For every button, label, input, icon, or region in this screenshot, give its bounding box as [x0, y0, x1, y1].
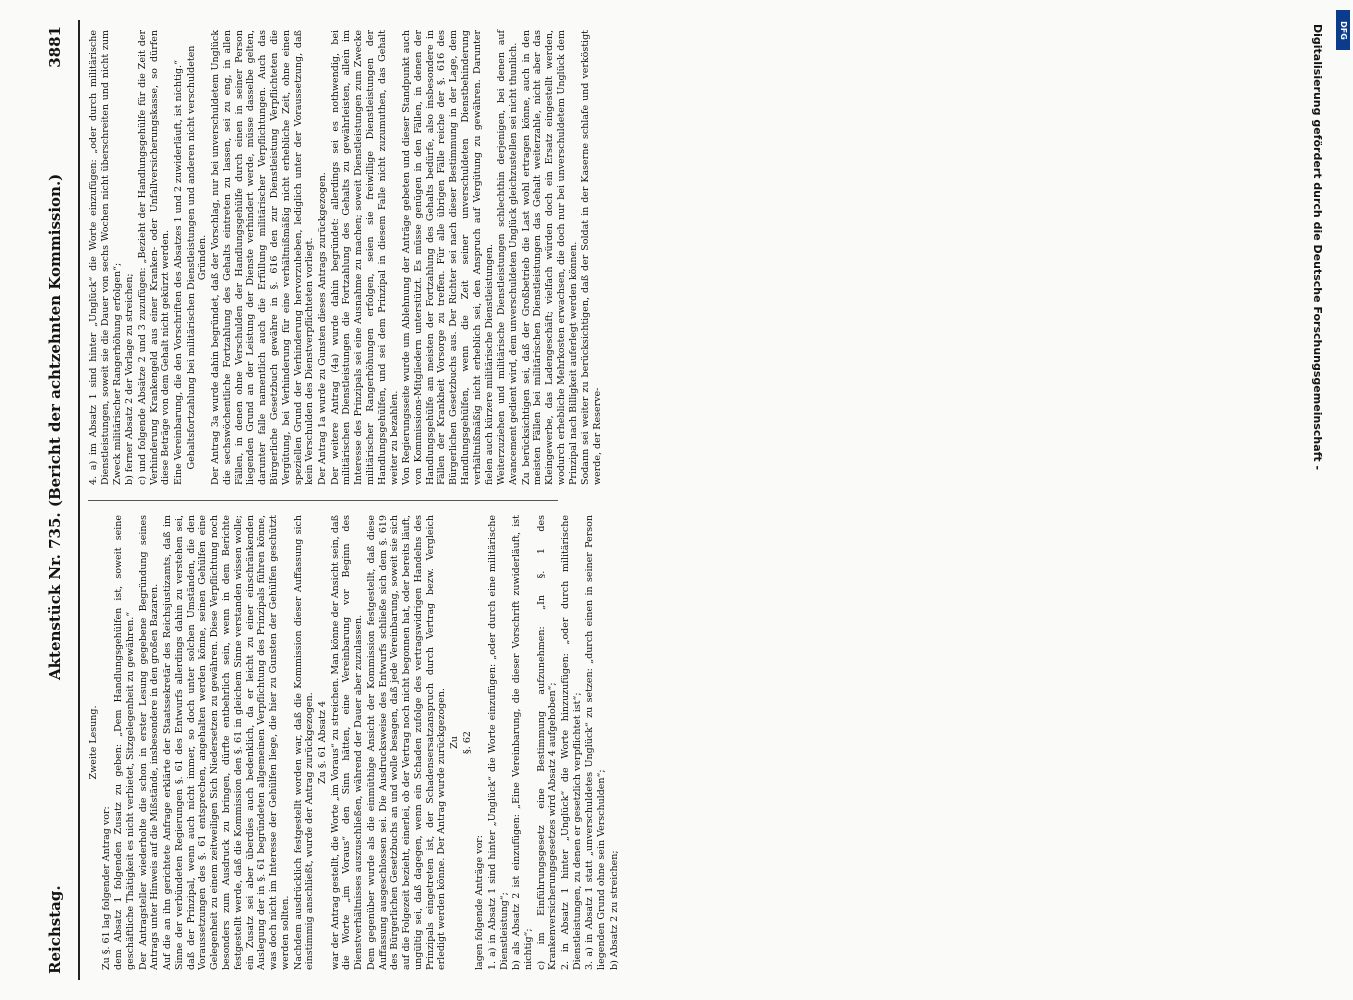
- paragraph: Der Antrag 3a wurde dahin begründet, daß der Vorschlag, nur bei unverschuldetem Unglück die sechswöchentliche Fortzahlung des Gehalts eintreten zu lassen, sei zu eng, in allen Fällen, in denen ohne Verschulden der Handlungsgehülfe durch einen in seiner Person liegenden Grund an der Leistung der Dienste verhindert werde, müsse dasselbe gelten, darunter falle namentlich auch die Erfüllung militärischer Verpflichtungen. Auch das Bürgerliche Gesetzbuch gewähre in §. 616 den zur Dienstleistung Verpflichteten die Vergütung, bei Verhinderung für eine verhältnißmäßig nicht erhebliche Zeit, ohne einen speziellen Grund der Verhinderung hervorzuheben, lediglich unter der Voraussetzung, daß kein Verschulden des Dienstverpflichteten vorliegt.: [209, 30, 316, 485]
- paragraph: b) als Absatz 2 ist einzufügen: „Eine Vereinbarung, die dieser Vorschrift zuwiderläuft, ist nichtig“;: [511, 515, 535, 970]
- paragraph: Zu berücksichtigen sei, daß der Großbetrieb die Last wohl ertragen könne, auch in den meisten Fällen bei militärischen Dienstleistungen das Gehalt weiterzahle, nicht aber das Kleingewerbe, das Ladengeschäft; vielfach würden doch ein Ersatz eingestellt werden, wodurch erhebliche Mehrkosten erwachsen, die doch nur bei unverschuldetem Unglück dem Prinzipal nach Billigkeit auferlegt werden können.: [520, 30, 579, 485]
- header-title: Aktenstück Nr. 735. (Bericht der achtzehnten Kommission.): [46, 173, 64, 680]
- paragraph: Der Antrag 1a wurde zu Gunsten dieses Antrags zurückgezogen.: [316, 172, 328, 485]
- paragraph: 1. a) in Absatz 1 sind hinter „Unglück“ die Worte einzufügen: „oder durch eine militärische Dienstleistung“;: [486, 515, 510, 970]
- paragraph: b) ferner Absatz 2 der Vorlage zu streichen;: [124, 273, 136, 485]
- paragraph: c) und folgende Absätze 2 und 3 zuzufügen: „Bezieht der Handlungsgehülfe für die Zeit der Verhinderung Krankengeld aus einer Kranken- oder Unfallversicherungskasse, so dürfen diese Beträge von dem Gehalt nicht gekürzt werden.: [136, 30, 172, 485]
- paragraph: lagen folgende Anträge vor:: [474, 835, 486, 970]
- sidebar-credit-text: Digitalisierung gefördert durch die Deutsche Forschungsgemeinschaft -: [1311, 24, 1324, 471]
- paragraph: war der Antrag gestellt, die Worte „im Voraus“ zu streichen. Man könne der Ansicht sein, daß die Worte „im Voraus“ den Sinn hätten, eine Vereinbarung vor Beginn des Dienstverhältnisses auszuschließen, während der Dauer aber zuzulassen.: [329, 515, 365, 970]
- paragraph: 4. a) im Absatz 1 sind hinter „Unglück“ die Worte einzufügen: „oder durch militärische Dienstleistungen, soweit sie die Dauer von sechs Wochen nicht überschreiten und nicht zum Zweck militärischer Rangerhöhung erfolgen“;: [88, 30, 123, 485]
- paragraph: dem Absatz 1 folgenden Zusatz zu geben: „Dem Handlungsgehülfen ist, soweit seine geschäftliche Thätigkeit es nicht verbietet, Sitzgelegenheit zu gewähren.“: [113, 515, 136, 970]
- paragraph: Zu: [449, 736, 461, 749]
- paragraph: Gehaltsfortzahlung bei militärischen Dienstleistungen und anderen nicht verschuldeten Gründen.: [185, 45, 209, 470]
- paragraph: Der Antragsteller wiederholte die schon in erster Lesung gegebene Begründung seines Antrags unter Hinweis auf die Mißstände, insbesondere in den großen Bazaren.: [137, 515, 161, 970]
- header-left: Reichstag.: [46, 885, 64, 974]
- paragraph: Zu §. 61 Absatz 4: [316, 701, 328, 785]
- paragraph: Zu §. 61 lag folgender Antrag vor:: [100, 806, 112, 970]
- paragraph: Nachdem ausdrücklich festgestellt worden war, daß die Kommission dieser Auffassung sich einstimmig anschließt, wurde der Antrag zurückgezogen.: [292, 515, 316, 970]
- paragraph: Dem gegenüber wurde als die einmüthige Ansicht der Kommission festgestellt, daß diese Auffassung ausgeschlossen sei. Die Ausdrucksweise des Entwurfs schließe sich dem §. 619 des Bürgerlichen Gesetzbuchs an und wolle besagen, daß jede Vereinbarung, soweit sie sich auf die Folgezeit bezieht, einerlei, ob der Vertrag noch nicht begonnen hat, oder bereits läuft, ungültig sei, daß dagegen, wenn ein Schaden zufolge des vertragswidrigen Handelns des Prinzipals eingetreten ist, der Schadensersatzanspruch durch Vertrag bezw. Vergleich erledigt werden könne. Der Antrag wurde zurückgezogen.: [365, 515, 448, 970]
- rotated-page-content: [30, 0, 1330, 1000]
- left-column: [88, 515, 620, 970]
- sidebar-credit: [1295, 10, 1335, 990]
- paragraph: Weiterzuziehen und militärische Dienstleistungen schlechthin derjenigen, bei denen auf Avancement gedient wird, dem unverschuldeten Unglück gleichzustellen sei nicht thunlich.: [496, 30, 520, 485]
- paragraph: Der weitere Antrag (4a) wurde dahin begründet: allerdings sei es nothwendig, bei militärischen Dienstleistungen die Fortzahlung des Gehalts zu gewährleisten, allein im Interesse des Prinzipals sei eine Ausnahme zu machen; soweit Dienstleistungen zum Zwecke militärischer Rangerhöhungen erfolgen, seien sie freiwillige Dienstleistungen der Handlungsgehülfen, und sei dem Prinzipal in diesem Falle nicht zuzumuthen, das Gehalt weiter zu bezahlen.: [329, 30, 400, 485]
- paragraph: b) Absatz 2 zu streichen;: [608, 850, 620, 970]
- page-number: 3881: [46, 26, 64, 68]
- paragraph: §. 62: [461, 731, 473, 754]
- paragraph: Zweite Lesung.: [88, 705, 99, 780]
- paragraph: c) im Einführungsgesetz eine Bestimmung aufzunehmen: „In §. 1 des Krankenversicherungsgesetzes wird Absatz 4 aufgehoben“;: [535, 515, 559, 970]
- paragraph: 3. a) in Absatz 1 statt „unverschuldetes Unglück“ zu setzen: „durch einen in seiner Person liegenden Grund ohne sein Verschulden“;: [584, 515, 608, 970]
- paragraph: Eine Vereinbarung, die den Vorschriften des Absatzes 1 und 2 zuwiderläuft, ist nichtig.“: [172, 60, 184, 485]
- dfg-logo: [1336, 10, 1350, 50]
- dfg-logo-text: DFG: [1338, 20, 1348, 40]
- paragraph: Sodann sei weiter zu berücksichtigen, daß der Soldat in der Kaserne schlafe und verköstigt werde, der Reserve-: [580, 30, 604, 485]
- paragraph: 2. in Absatz 1 hinter „Unglück“ die Worte hinzuzufügen: „oder durch militärische Dienstleistungen, zu denen er gesetzlich verpflichtet ist“;: [560, 515, 583, 970]
- paragraph: Auf die an ihn gerichtete Anfrage erklärte der Staatssekretär des Reichsjustizamts, daß im Sinne der verbündeten Regierungen §. 61 des Entwurfs allerdings dahin zu verstehen sei, daß der Prinzipal, wenn auch nicht immer, so doch unter solchen Umständen, die den Voraussetzungen des §. 61 entsprechen, angehalten werden könne, seinen Gehülfen eine Gelegenheit zu einem zeitweiligen Sich Niedersetzen zu gewähren. Diese Verpflichtung noch besonders zum Ausdruck zu bringen, dürfte entbehrlich sein, wenn in dem Berichte festgestellt werde, daß die Kommission den §. 61 in gleichem Sinne verstanden wissen wolle; ein Zusatz sei aber überdies auch bedenklich, da er leicht zu einer einschränkenden Auslegung der in §. 61 begründeten allgemeinen Verpflichtung des Prinzipals führen könne, was doch nicht im Interesse der Gehülfen liege, die hier zu Gunsten der Gehülfen geschützt werden sollten.: [161, 515, 291, 970]
- right-column: [88, 30, 604, 485]
- header-rule: [78, 20, 80, 980]
- column-divider: [88, 500, 558, 501]
- paragraph: Von Regierungsseite wurde um Ablehnung der Anträge gebeten und dieser Standpunkt auch von Kommissions-Mitgliedern unterstützt. Es müsse genügen in den Fällen, in denen der Handlungsgehülfe am meisten der Fortzahlung des Gehalts bedürfe, also insbesondere in Fällen der Krankheit Vorsorge zu treffen. Für alle übrigen Fälle reiche der §. 616 des Bürgerlichen Gesetzbuchs aus. Der Richter sei nach dieser Bestimmung in der Lage, dem Handlungsgehülfen, wenn die Zeit seiner unverschuldeten Dienstbehinderung verhältnißmäßig nicht erheblich sei, den Anspruch auf Vergütung zu gewähren. Darunter fielen auch kürzere militärische Dienstleistungen.: [401, 30, 495, 485]
